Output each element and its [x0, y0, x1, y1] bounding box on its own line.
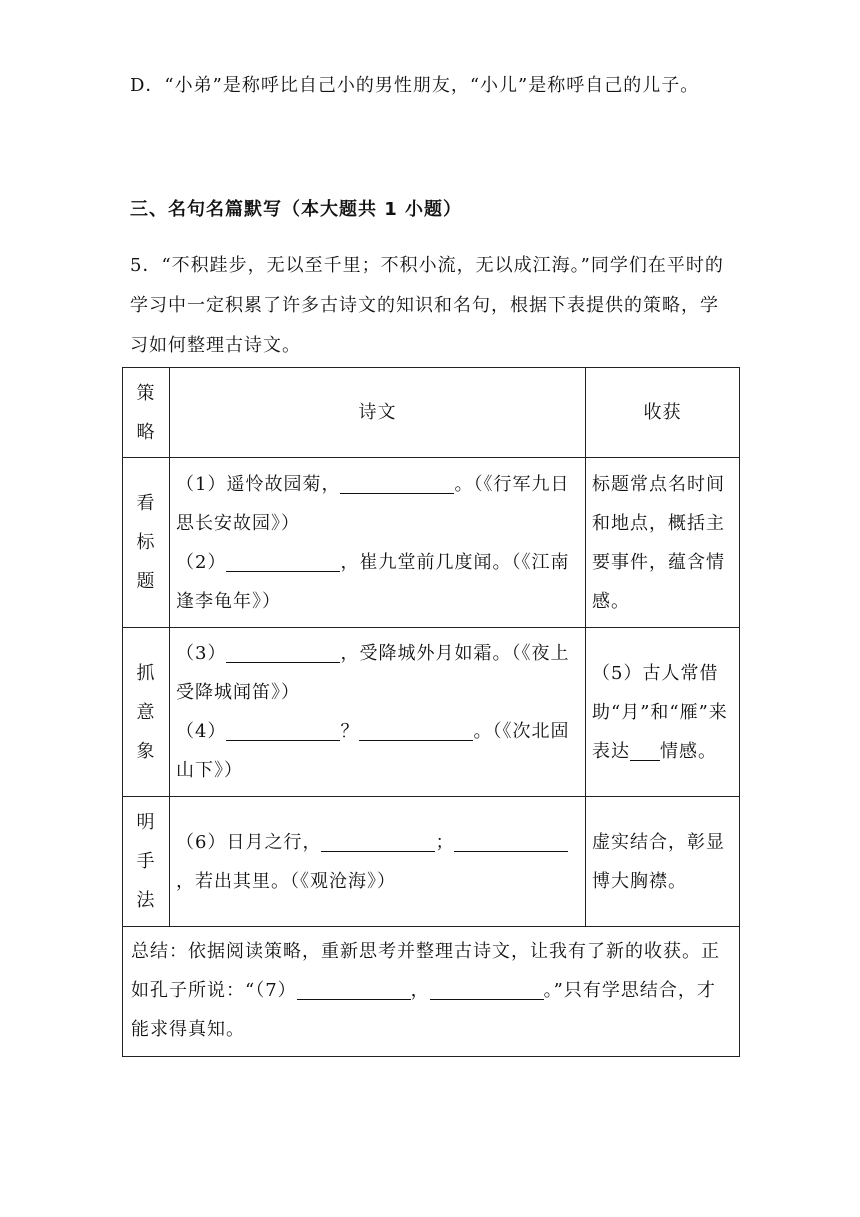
blank-6-suffix: ，若出其里。（《观沧海》） [176, 870, 396, 892]
row1-strategy: 看标题 [136, 493, 156, 592]
blank-1[interactable] [340, 471, 454, 494]
blank-4-suffix: 。（《次北固山下》） [176, 721, 570, 781]
row3-strategy: 明手法 [136, 812, 156, 911]
blank-4a[interactable] [226, 718, 340, 741]
row2-strategy-cell [123, 628, 170, 797]
header-strategy-cell [123, 368, 170, 458]
blank-1-prefix: （1）遥怜故园菊， [176, 473, 341, 495]
blank-6a[interactable] [321, 829, 435, 852]
blank-6-prefix: （6）日月之行， [176, 831, 322, 853]
blank-5[interactable] [630, 738, 660, 761]
blank-7-prefix: 总结：依据阅读策略，重新思考并整理古诗文，让我有了新的收获。正如孔子所说：“（7） [131, 941, 720, 1001]
section-title: 三、名句名篇默写（本大题共 1 小题） [130, 199, 463, 220]
blank-7a[interactable] [297, 977, 411, 1000]
blank-2-suffix: ，崔九堂前几度闻。（《江南逢李龟年》） [176, 551, 570, 612]
blank-7-mid: ， [410, 980, 430, 1001]
summary-cell [123, 927, 740, 1057]
blank-7b[interactable] [430, 977, 544, 1000]
blank-4b[interactable] [359, 718, 473, 741]
blank-2[interactable] [226, 549, 340, 572]
table-row [123, 458, 740, 628]
row2-gain-cell [586, 628, 740, 797]
row1-strategy-cell [123, 458, 170, 628]
blank-2-prefix: （2） [176, 551, 227, 573]
blank-1-suffix: 。（《行军九日思长安故园》） [176, 473, 570, 534]
header-poem: 诗文 [170, 368, 586, 458]
blank-3-prefix: （3） [176, 643, 227, 664]
row2-poem-cell [170, 628, 586, 797]
blank-6b[interactable] [454, 829, 568, 852]
blank-3-suffix: ，受降城外月如霜。（《夜上受降城闻笛》） [176, 643, 570, 703]
table-row [123, 797, 740, 927]
question-5-stem: 5．“不积跬步，无以至千里；不积小流，无以成江海。”同学们在平时的学习中一定积累了许多古诗文的知识和名句，根据下表提供的策略，学习如何整理古诗文。 [130, 255, 724, 356]
option-d-text: D．“小弟”是称呼比自己小的男性朋友，“小儿”是称呼自己的儿子。 [130, 75, 700, 96]
blank-4-mid: ？ [340, 721, 360, 742]
row1-gain: 标题常点名时间和地点，概括主要事件，蕴含情感。 [586, 458, 740, 628]
blank-7-suffix: 。”只有学思结合，才能求得真知。 [131, 980, 716, 1040]
blank-5-prefix: （5）古人常借助“月”和“雁”来表达 [592, 662, 728, 762]
strategy-table [122, 367, 740, 1057]
table-header-row [123, 368, 740, 458]
blank-6-mid: ； [435, 831, 455, 853]
row1-poem-cell [170, 458, 586, 628]
header-strategy: 策略 [136, 382, 156, 443]
row3-gain: 虚实结合，彰显博大胸襟。 [586, 797, 740, 927]
row2-strategy: 抓意象 [136, 662, 156, 762]
row3-strategy-cell [123, 797, 170, 927]
blank-3[interactable] [226, 640, 340, 663]
blank-4-prefix: （4） [176, 721, 227, 742]
blank-5-suffix: 情感。 [660, 740, 717, 762]
summary-row [123, 927, 740, 1057]
table-row [123, 628, 740, 797]
header-gain: 收获 [586, 368, 740, 458]
row3-poem-cell [170, 797, 586, 927]
